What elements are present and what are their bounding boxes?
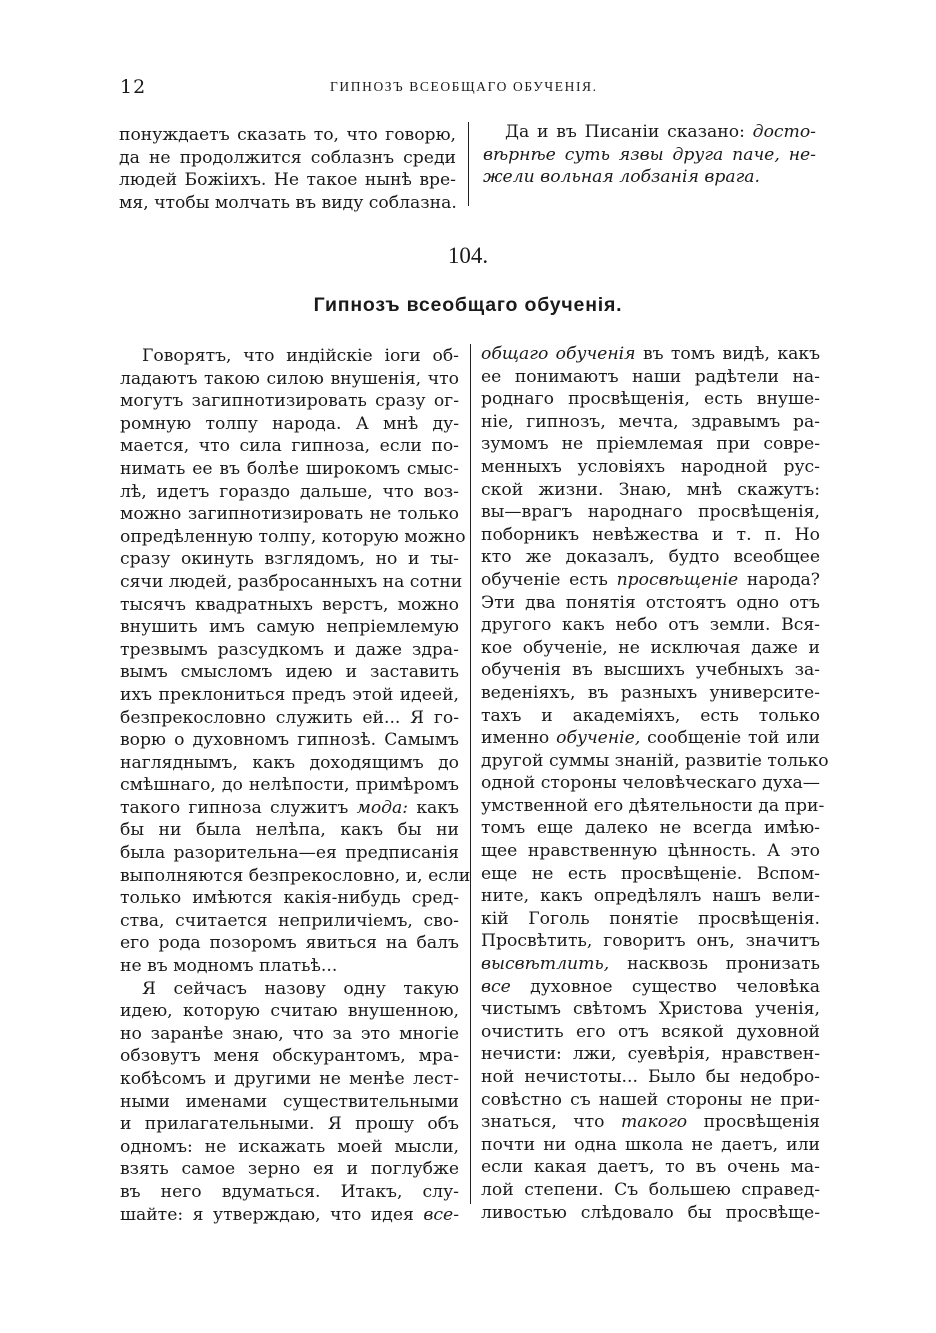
text-line [120,955,459,978]
text-run: въ него вдуматься. Итакъ, слу- [120,1181,459,1202]
text-run: лѣ, идетъ гораздо дальше, что воз- [120,481,459,502]
text-run: насквозь пронизать [627,954,821,975]
text-run: нагляднымъ, какъ доходящимъ до [120,752,459,773]
text-line [481,953,820,976]
text-run: томъ еще далеко не всегда имѣю- [481,818,820,839]
text-line [481,930,820,953]
text-run: какъ [416,797,459,818]
text-run: безпрекословно служить ей... Я го- [120,707,459,728]
text-line [120,910,459,933]
text-line [481,908,820,931]
text-run: шайте: я утверждаю, что идея [120,1204,414,1225]
italic-run: такого [620,1112,688,1133]
text-run: кто же доказалъ, будто всеобщее [481,547,820,568]
text-line [120,413,459,436]
text-line [481,1089,820,1112]
text-run: менныхъ условіяхъ народной рус- [481,456,820,477]
text-line [120,1091,459,1114]
italic-run: просвѣщеніе [616,569,739,590]
text-line [481,1043,820,1066]
text-line [120,1158,459,1181]
italic-run: мода: [356,797,409,818]
text-run: ливостью слѣдовало бы просвѣще- [481,1202,820,1223]
text-run: кобѣсомъ и другими не менѣе лест- [120,1069,459,1089]
text-line [120,774,459,797]
text-line [481,885,820,908]
text-line: мя, чтобы молчать въ виду соблазна. [119,192,457,213]
text-line [481,479,820,502]
text-run: вымъ смысломъ идею и заставить [120,662,459,683]
text-line [481,863,820,886]
text-run: одной стороны человѣческаго духа— [481,773,820,794]
text-run: въ томъ видѣ, какъ [642,344,820,364]
text-line [120,1136,459,1159]
text-run: тахъ и академіяхъ, есть только [481,705,820,726]
text-run: другого какъ небо отъ земли. Вся- [481,615,820,636]
text-run: именно [481,728,550,749]
text-run: ее понимаютъ наши радѣтели на- [481,366,820,387]
text-run: сячи людей, разбросанныхъ на сотни [120,571,463,592]
text-run: Просвѣтить, говоритъ онъ, значитъ [481,931,820,952]
top-left-paragraph [119,124,456,214]
text-line [481,524,820,547]
text-run: тысячъ квадратныхъ верстъ, можно [120,594,459,615]
left-text-column [120,345,471,1226]
section-title: Гипнозъ всеобщаго обученія. [313,294,623,316]
text-line [481,795,825,818]
text-line: людей Божіихъ. Не такое нынѣ вре- [119,170,456,191]
text-line [120,368,459,391]
text-line [481,1156,820,1179]
text-run: нечисти: лжи, суевѣрія, нравствен- [481,1044,820,1065]
text-line [120,1000,459,1023]
text-run: ромную толпу народа. А мнѣ ду- [120,413,459,434]
text-line [481,772,820,795]
text-line [120,1068,459,1091]
text-line [481,817,820,840]
text-run: чистымъ свѣтомъ Христова ученія, [481,999,820,1020]
text-run: совѣстно съ нашей стороны не при- [481,1089,820,1110]
text-line [120,503,459,526]
text-line [120,526,466,549]
text-line [481,976,820,999]
right-text-column [481,343,829,1224]
text-run: бы ни была нелѣпа, какъ бы ни [120,820,459,841]
text-run: трезвымъ разсудкомъ и даже здра- [120,639,459,660]
text-line [120,887,459,910]
text-line [120,616,459,639]
text-line [120,458,459,481]
text-run: такого гипноза служитъ [120,797,349,818]
text-line [120,819,459,842]
text-run: зумомъ не пріемлемая при совре- [481,434,820,455]
text-run: смѣшнаго, до нелѣпости, примѣромъ [120,775,459,796]
text-run: но заранѣе знаю, что за это многіе [120,1023,459,1044]
text-run: вы—врагъ народнаго просвѣщенія, [481,502,820,523]
text-line [120,729,459,752]
text-line [120,548,459,571]
text-line [120,752,459,775]
text-run: сразу окинуть взглядомъ, но и ты- [120,549,459,570]
text-run: выполняются безпрекословно, и, если [120,865,471,886]
text-line [481,388,820,411]
text-run: ните, какъ опредѣлялъ нашъ вели- [481,886,820,907]
italic-run: досто- [752,122,816,142]
text-run: ской жизни. Знаю, мнѣ скажутъ: [481,479,820,500]
text-run: Я сейчасъ назову одну такую [142,978,459,999]
text-line [120,594,459,617]
text-run: идею, которую считаю внушенною, [120,1001,459,1022]
text-line [120,1023,459,1046]
text-run: взять самое зерно ея и поглубже [120,1159,459,1180]
text-run: щее нравственную цѣнность. А это [481,841,820,862]
text-line [481,614,820,637]
text-run: одномъ: не искажать моей мысли, [120,1136,459,1157]
text-line [120,639,459,662]
text-run: просвѣщенія [703,1112,820,1133]
text-run: мается, что сила гипноза, если по- [120,436,459,457]
text-run: опредѣленную толпу, которую можно [120,526,466,547]
text-run: ными именами существительными [120,1091,459,1112]
text-line [120,978,459,1001]
text-run: не въ модномъ платьѣ... [120,956,338,977]
text-line [120,865,471,888]
text-line [481,637,820,660]
text-line [120,1181,459,1204]
column-divider-top [468,122,469,206]
text-line [481,433,820,456]
text-run: ворю о духовномъ гипнозѣ. Самымъ [120,730,459,751]
text-run: нимать ее въ болѣе широкомъ смыс- [120,458,459,479]
text-run: поборникъ невѣжества и т. п. Но [481,524,820,545]
italic-run: обученіе, [556,728,641,749]
text-run: Эти два понятія отстоятъ одно отъ [481,592,820,613]
italic-run: все [481,976,511,997]
text-line [483,121,816,144]
text-line [120,435,459,458]
text-line [483,166,816,189]
text-run: ніе, гипнозъ, мечта, здравымъ ра- [481,411,820,432]
italic-run: все- [423,1204,459,1225]
text-run: умственной его дѣятельности да при- [481,795,825,816]
text-line [120,684,459,707]
text-line [120,661,459,684]
text-run: кій Гоголь понятіе просвѣщенія. [481,908,820,929]
text-run: знаться, что [481,1112,605,1133]
text-line [481,1111,820,1134]
text-line [481,1202,820,1225]
top-right-paragraph [483,121,816,189]
text-line [481,659,820,682]
text-run: только имѣются какія-нибудь сред- [120,888,459,909]
text-line [120,1045,459,1068]
text-line [120,932,459,955]
text-line [120,481,459,504]
text-run: Да и въ Писаніи сказано: [505,122,745,142]
italic-run: жели вольная лобзанія врага. [483,167,760,188]
text-run: Говорятъ, что индійскіе іоги об- [142,346,459,366]
text-run: народа? [746,569,820,590]
text-line: понуждаетъ сказать то, что говорю, [119,125,456,145]
text-run: духовное существо человѣка [530,976,820,997]
text-run: еще не есть просвѣщеніе. Вспом- [481,863,820,884]
text-run: ства, считается неприличіемъ, сво- [120,910,459,931]
text-line [481,1021,820,1044]
text-line [481,456,820,479]
text-line [481,343,820,366]
text-line [481,750,829,773]
text-run: ной нечистоты... Было бы недобро- [481,1067,820,1087]
text-run: ихъ преклониться предъ этой идеей, [120,684,459,705]
text-line [481,546,820,569]
page-number: 12 [120,76,147,98]
text-run: кое обученіе, не исключая даже и [481,637,820,658]
text-line [481,840,820,863]
text-line [120,842,459,865]
text-run: веденіяхъ, въ разныхъ университе- [481,682,820,703]
text-line [481,682,820,705]
text-run: лой степени. Съ большею справед- [481,1179,820,1200]
text-line [481,998,820,1021]
column-divider-main [470,344,471,1204]
text-run: и прилагательными. Я прошу объ [120,1114,459,1135]
text-run: можно загипнотизировать не только [120,504,459,525]
text-line [481,1066,820,1089]
text-line [120,345,459,368]
text-run: если какая даетъ, то въ очень ма- [481,1157,820,1178]
running-title: ГИПНОЗЪ ВСЕОБЩАГО ОБУЧЕНІЯ. [330,79,598,94]
text-line [481,1134,820,1157]
text-line [481,727,820,750]
text-run: другой суммы знаній, развитіе только [481,750,829,771]
text-line [481,501,820,524]
text-line [120,390,459,413]
text-line [120,1113,459,1136]
text-run: ладаютъ такою силою внушенія, что [120,368,459,389]
text-line [120,797,459,820]
text-run: внушить имъ самую непріемлемую [120,617,459,638]
text-run: роднаго просвѣщенія, есть внуше- [481,389,820,410]
text-run: могутъ загипнотизировать сразу ог- [120,391,459,412]
text-line: да не продолжится соблазнъ среди [119,147,456,168]
text-run: обученія въ высшихъ учебныхъ за- [481,660,820,681]
italic-run: высвѣтлить, [481,954,610,975]
italic-run: вѣрнѣе суть язвы друга паче, не- [483,144,816,165]
text-run: его рода позоромъ явиться на балъ [120,933,459,954]
text-run: обзовутъ меня обскурантомъ, мра- [120,1046,459,1067]
text-line [481,569,820,592]
text-run: сообщеніе той или [647,728,821,749]
text-line [481,411,820,434]
text-line [481,366,820,389]
text-line [120,707,459,730]
text-line [483,144,816,167]
text-run: была разорительна—ея предписанія [120,843,459,864]
text-line [120,1204,459,1227]
text-run: почти ни одна школа не даетъ, или [481,1134,820,1155]
text-line [481,1179,820,1202]
italic-run: общаго обученія [481,344,636,364]
text-run: очистить его отъ всякой духовной [481,1021,820,1042]
text-line [481,592,820,615]
text-line [120,571,463,594]
text-line [481,705,820,728]
section-number: 104. [447,243,489,268]
text-run: обученіе есть [481,569,608,590]
